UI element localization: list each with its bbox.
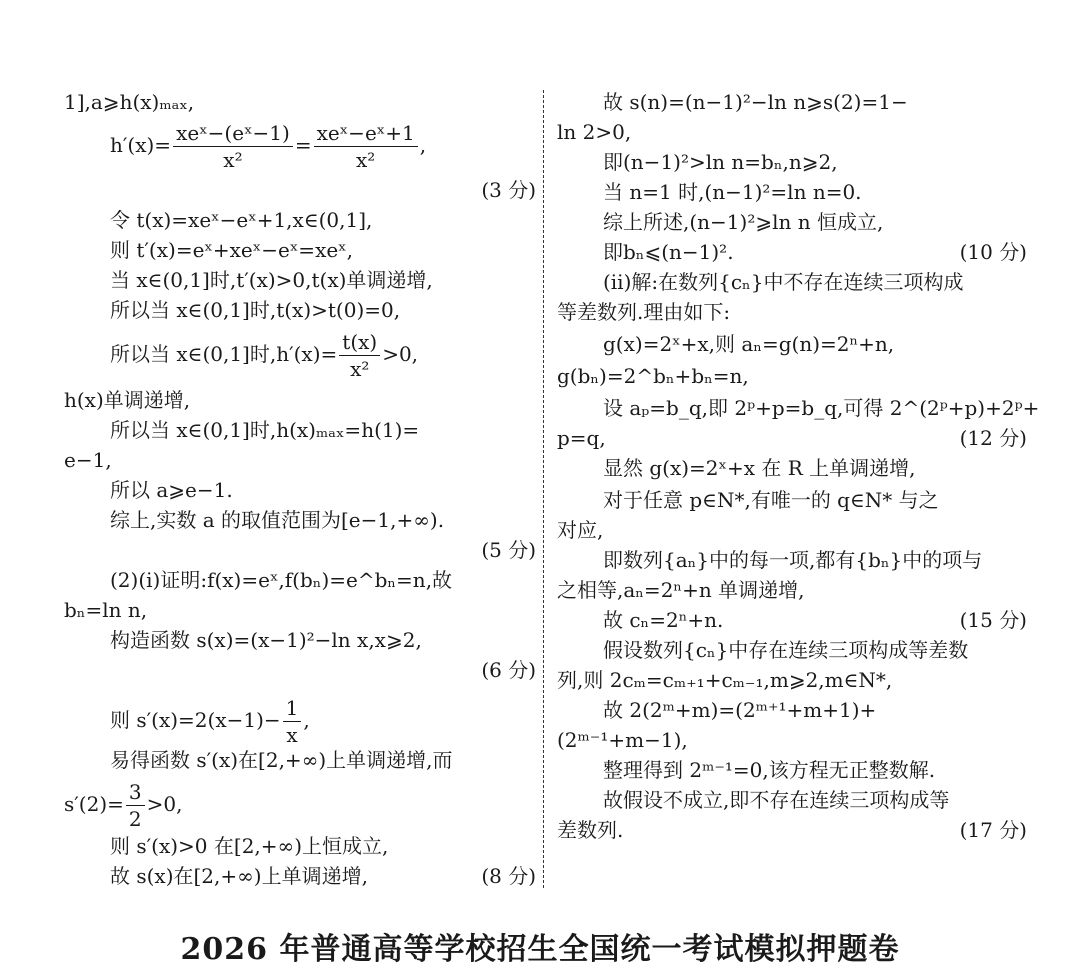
text-line: 所以 a⩾e−1. [110,478,233,502]
formula-lhs: h′(x)= [110,133,172,157]
score-line [64,656,536,684]
text-line: 故 s(n)=(n−1)²−ln n⩾s(2)=1− [603,90,908,114]
text-line: 当 n=1 时,(n−1)²=ln n=0. [603,180,862,204]
denominator: x² [350,357,370,381]
text-line: (2)(ⅰ)证明:f(x)=eˣ,f(bₙ)=e^bₙ=n,故 [110,568,453,592]
text-line: 综上,实数 a 的取值范围为[e−1,+∞). [110,508,445,532]
exam-title-footer: 2026 年普通高等学校招生全国统一考试模拟押题卷 [180,932,900,967]
fraction [314,120,418,173]
text-line: 假设数列{cₙ}中存在连续三项构成等差数 [603,638,969,662]
text-line: 列,则 2cₘ=cₘ₊₁+cₘ₋₁,m⩾2,m∈N*, [557,668,893,692]
text-line: 当 x∈(0,1]时,t′(x)>0,t(x)单调递增, [110,268,433,292]
numerator: xeˣ−(eˣ−1) [173,120,293,147]
text-line: bₙ=ln n, [64,598,148,622]
text-line: h(x)单调递增, [64,388,191,412]
text-line: 对于任意 p∈N*,有唯一的 q∈N* 与之 [603,488,939,512]
text-line: (2ᵐ⁻¹+m−1), [557,728,688,752]
score-label: (5 分) [481,538,536,562]
text-line: 设 aₚ=b_q,即 2ᵖ+p=b_q,可得 2^(2ᵖ+p)+2ᵖ+ [603,396,1040,420]
numerator: 3 [126,779,145,806]
text-segment: >0, [146,792,183,816]
text-line: 之相等,aₙ=2ⁿ+n 单调递增, [557,578,805,602]
text-segment: 故 s(x)在[2,+∞)上单调递增, [110,864,368,888]
score-label: (17 分) [959,818,1027,842]
score-label: (12 分) [959,426,1027,450]
text-line [557,606,1027,634]
text-line: 令 t(x)=xeˣ−eˣ+1,x∈(0,1], [110,208,373,232]
text-segment: 所以当 x∈(0,1]时,h′(x)= [110,342,338,366]
fraction [173,120,293,173]
fraction [126,779,145,832]
text-segment: 即bₙ⩽(n−1)². [603,240,734,264]
score-label: (15 分) [959,608,1027,632]
text-line: 整理得到 2ᵐ⁻¹=0,该方程无正整数解. [603,758,936,782]
score-line [64,536,536,564]
text-line: 等差数列.理由如下: [557,300,731,324]
text-line: 即数列{aₙ}中的每一项,都有{bₙ}中的项与 [603,548,983,572]
numerator: xeˣ−eˣ+1 [314,120,418,147]
text-line: 所以当 x∈(0,1]时,t(x)>t(0)=0, [110,298,401,322]
text-line: ln 2>0, [557,120,632,144]
text-line: e−1, [64,448,112,472]
text-line: g(x)=2ˣ+x,则 aₙ=g(n)=2ⁿ+n, [603,332,895,356]
text-line: 综上所述,(n−1)²⩾ln n 恒成立, [603,210,884,234]
score-label: (3 分) [481,178,536,202]
text-line [557,238,1027,266]
score-label: (6 分) [481,658,536,682]
text-segment: >0, [382,342,419,366]
text-segment: p=q, [557,426,606,450]
fraction [339,329,380,382]
fraction [283,695,302,748]
text-segment: s′(2)= [64,792,124,816]
text-line [557,424,1027,452]
text-line: 构造函数 s(x)=(x−1)²−ln x,x⩾2, [110,628,422,652]
text-line: 故 2(2ᵐ+m)=(2ᵐ⁺¹+m+1)+ [603,698,877,722]
equals-sign: = [294,133,312,157]
derivative-h-sign-line [64,324,536,384]
denominator: x² [223,148,243,172]
score-line [64,176,536,204]
text-line: 显然 g(x)=2ˣ+x 在 R 上单调递增, [603,456,916,480]
text-line: 所以当 x∈(0,1]时,h(x)ₘₐₓ=h(1)= [110,418,420,442]
text-segment: 则 s′(x)=2(x−1)− [110,708,281,732]
text-line: 即(n−1)²>ln n=bₙ,n⩾2, [603,150,838,174]
text-line: g(bₙ)=2^bₙ+bₙ=n, [557,364,749,388]
s-prime-value-line [64,774,536,834]
text-line: 1],a⩾h(x)ₘₐₓ, [64,90,195,114]
numerator: t(x) [339,329,380,356]
text-line: 则 s′(x)>0 在[2,+∞)上恒成立, [110,834,389,858]
text-segment: 故 cₙ=2ⁿ+n. [603,608,724,632]
numerator: 1 [283,695,302,722]
derivative-s-formula [64,690,536,750]
denominator: x [286,723,298,747]
formula-tail: , [419,133,427,157]
text-segment: , [303,708,310,732]
text-line: 则 t′(x)=eˣ+xeˣ−eˣ=xeˣ, [110,238,354,262]
column-divider [543,90,544,888]
text-segment: 差数列. [557,818,624,842]
text-line: 故假设不成立,即不存在连续三项构成等 [603,788,950,812]
text-line: (ⅱ)解:在数列{cₙ}中不存在连续三项构成 [603,270,964,294]
text-line [557,816,1027,844]
score-label: (10 分) [959,240,1027,264]
text-line [64,862,536,890]
text-line: 易得函数 s′(x)在[2,+∞)上单调递增,而 [110,748,453,772]
denominator: 2 [128,807,142,831]
denominator: x² [356,148,376,172]
score-label: (8 分) [481,864,536,888]
derivative-h-formula [64,115,536,175]
text-line: 对应, [557,518,604,542]
